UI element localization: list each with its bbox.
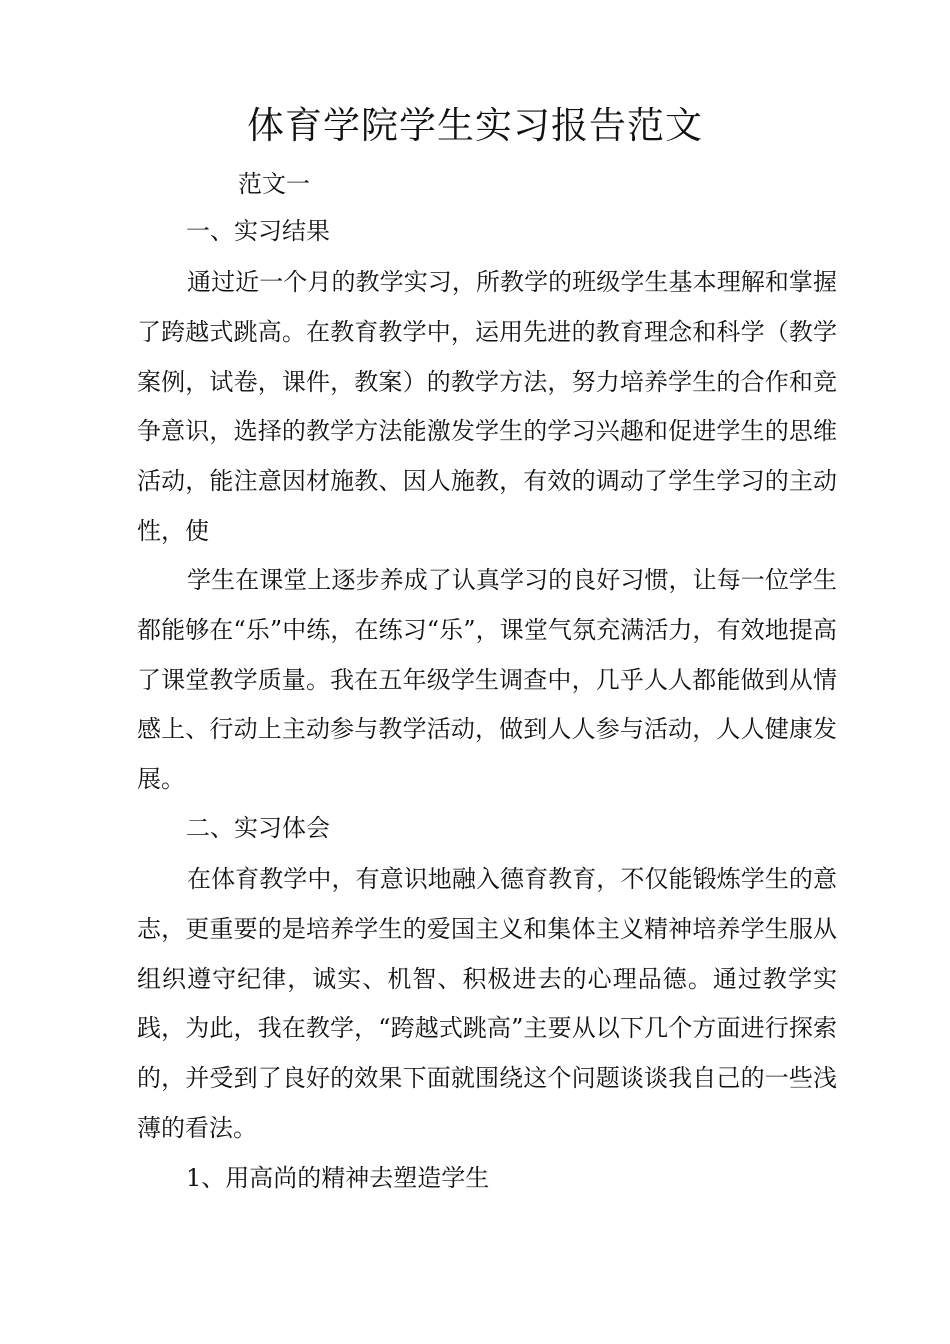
subsection-heading: 1、用高尚的精神去塑造学生 [186, 1164, 490, 1192]
document-subtitle: 范文一 [238, 170, 310, 198]
section-heading-results: 一、实习结果 [186, 217, 330, 245]
body-paragraph: 在体育教学中，有意识地融入德育教育，不仅能锻炼学生的意志，更重要的是培养学生的爱国主义和集体主义精神培养学生服从组织遵守纪律，诚实、机智、积极进去的心理品德。通过教学实践，为此，我在教学，“跨越式跳高”主要从以下几个方面进行探索的，并受到了良好的效果下面就围绕这个问题谈谈我自己的一些浅薄的看法。 [137, 865, 837, 1142]
section-heading-experience: 二、实习体会 [186, 814, 330, 842]
body-paragraph: 学生在课堂上逐步养成了认真学习的良好习惯，让每一位学生都能够在“乐”中练，在练习“乐”，课堂气氛充满活力，有效地提高了课堂教学质量。我在五年级学生调查中，几乎人人都能做到从情感上、行动上主动参与教学活动，做到人人参与活动，人人健康发展。 [137, 566, 837, 794]
body-paragraph: 通过近一个月的教学实习，所教学的班级学生基本理解和掌握了跨越式跳高。在教育教学中，运用先进的教育理念和科学（教学案例，试卷，课件，教案）的教学方法，努力培养学生的合作和竞争意识，选择的教学方法能激发学生的学习兴趣和促进学生的思维活动，能注意因材施教、因人施教，有效的调动了学生学习的主动性，使 [137, 268, 837, 545]
document-title: 体育学院学生实习报告范文 [247, 104, 703, 147]
